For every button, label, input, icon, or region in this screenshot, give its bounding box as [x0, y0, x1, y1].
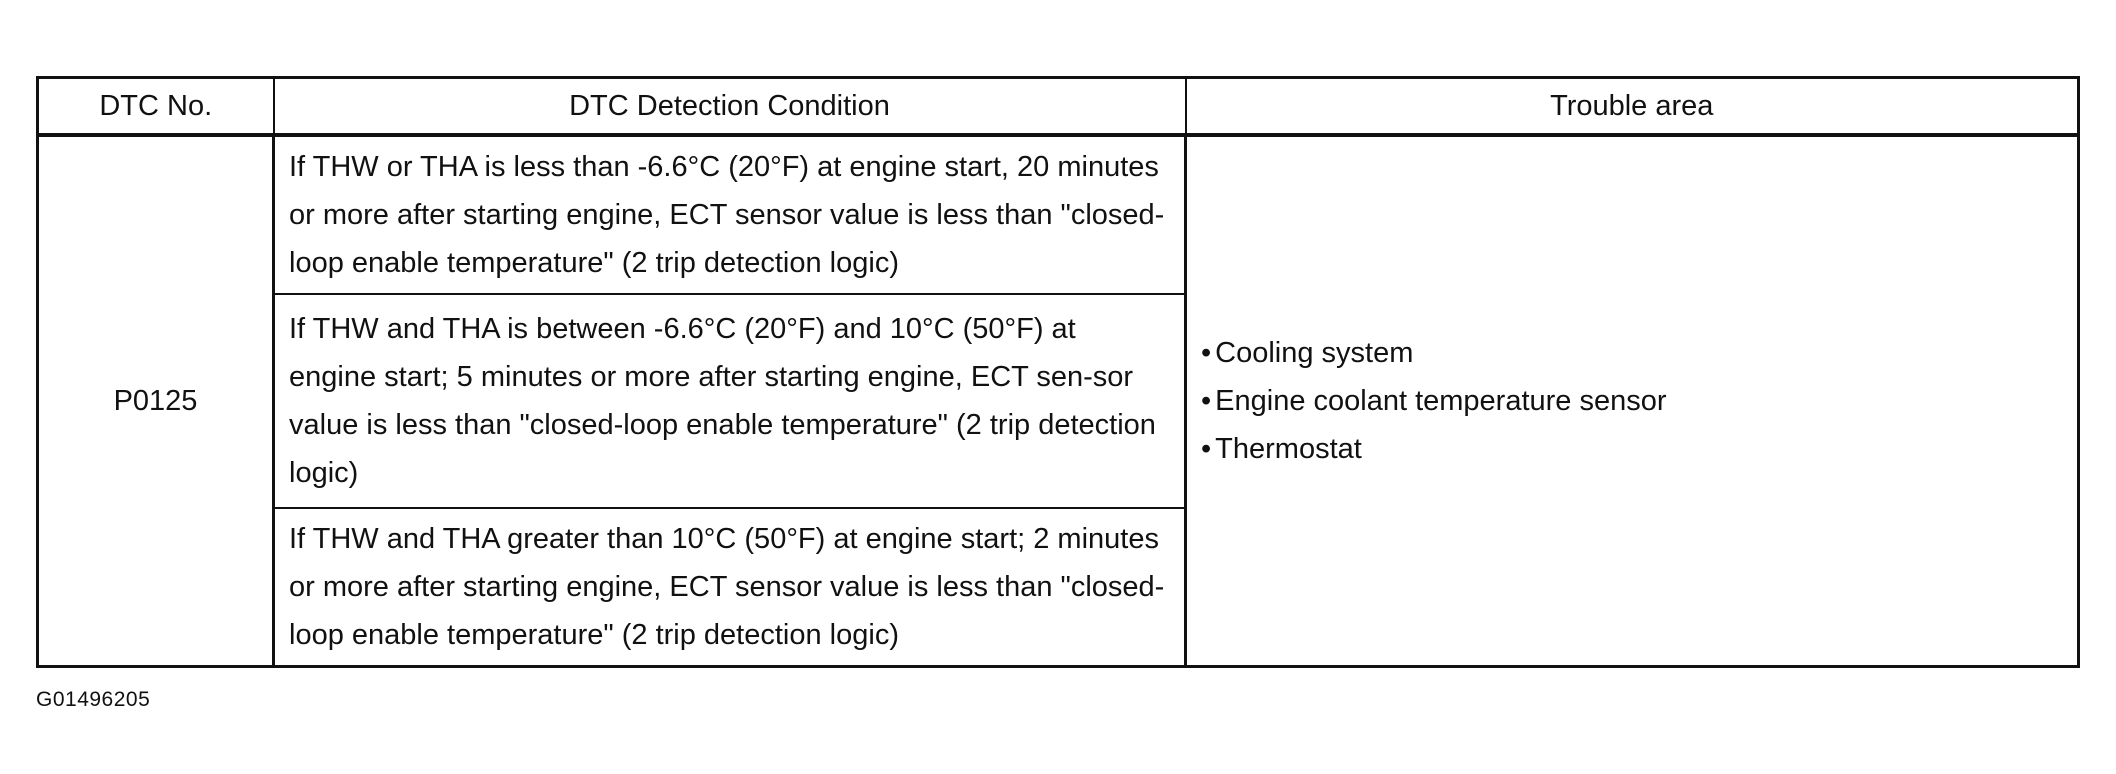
figure-id: G01496205	[36, 688, 151, 711]
detection-condition-2: If THW and THA is between -6.6°C (20°F) and 10°C (50°F) at engine start; 5 minutes or more after starting engine, ECT sen-sor value is less than "closed-loop enable temperature" (2 trip detection logic)	[274, 294, 1186, 508]
trouble-area-list	[1201, 329, 2063, 473]
header-trouble-area: Trouble area	[1186, 78, 2079, 136]
table-row	[38, 135, 2079, 294]
header-row	[38, 78, 2079, 136]
dtc-table	[36, 76, 2080, 668]
list-item: • Thermostat	[1201, 425, 2063, 473]
header-dtc-no: DTC No.	[38, 78, 274, 136]
list-item: • Engine coolant temperature sensor	[1201, 377, 2063, 425]
table-body	[38, 135, 2079, 667]
dtc-code-cell: P0125	[38, 135, 274, 667]
trouble-area-cell	[1186, 135, 2079, 667]
table-header	[38, 78, 2079, 136]
detection-condition-3: If THW and THA greater than 10°C (50°F) at engine start; 2 minutes or more after starting engine, ECT sensor value is less than "closed-loop enable temperature" (2 trip detection logic)	[274, 508, 1186, 667]
list-item: • Cooling system	[1201, 329, 2063, 377]
detection-condition-1: If THW or THA is less than -6.6°C (20°F) at engine start, 20 minutes or more after starting engine, ECT sensor value is less than "closed-loop enable temperature" (2 trip detection logic)	[274, 135, 1186, 294]
header-detection-condition: DTC Detection Condition	[274, 78, 1186, 136]
